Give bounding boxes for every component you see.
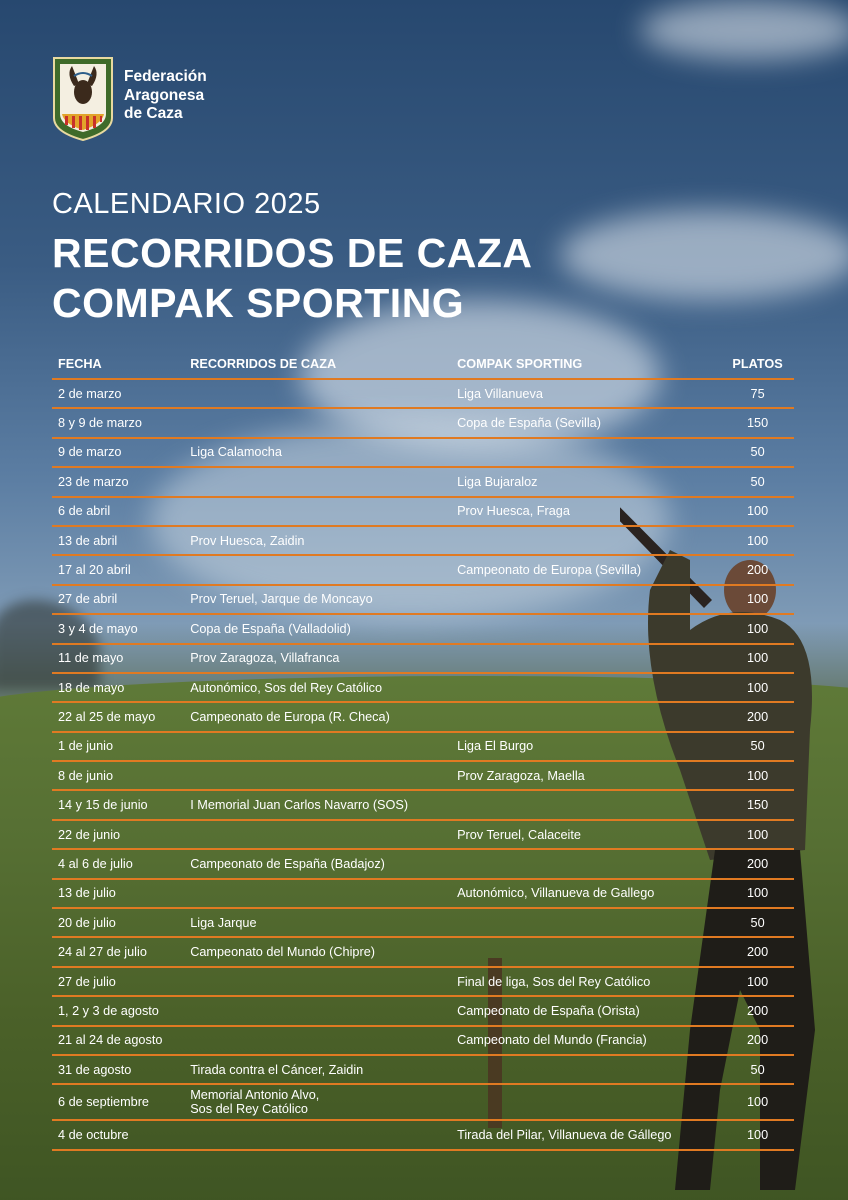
table-row [52, 879, 794, 908]
cell-compak-sporting: Final de liga, Sos del Rey Católico [451, 967, 721, 996]
table-row [52, 1055, 794, 1084]
cell-recorridos-caza: Prov Huesca, Zaidin [184, 526, 451, 555]
table-row [52, 790, 794, 819]
cell-platos: 150 [721, 790, 794, 819]
cell-platos: 50 [721, 732, 794, 761]
cell-fecha: 1, 2 y 3 de agosto [52, 996, 184, 1025]
cell-compak-sporting: Prov Teruel, Calaceite [451, 820, 721, 849]
cell-platos: 100 [721, 1120, 794, 1149]
cell-platos: 100 [721, 585, 794, 614]
federation-name-line: Federación [124, 68, 207, 85]
table-row [52, 761, 794, 790]
cell-fecha: 11 de mayo [52, 644, 184, 673]
cell-compak-sporting: Campeonato del Mundo (Francia) [451, 1026, 721, 1055]
cell-recorridos-caza [184, 879, 451, 908]
cell-compak-sporting: Prov Huesca, Fraga [451, 497, 721, 526]
cell-compak-sporting [451, 702, 721, 731]
cell-recorridos-caza: I Memorial Juan Carlos Navarro (SOS) [184, 790, 451, 819]
cell-compak-sporting [451, 673, 721, 702]
cell-compak-sporting [451, 438, 721, 467]
cell-recorridos-caza: Copa de España (Valladolid) [184, 614, 451, 643]
table-row [52, 526, 794, 555]
cell-recorridos-caza [184, 967, 451, 996]
cell-fecha: 8 y 9 de marzo [52, 408, 184, 437]
cell-recorridos-caza: Liga Calamocha [184, 438, 451, 467]
cell-fecha: 14 y 15 de junio [52, 790, 184, 819]
cell-fecha: 17 al 20 abril [52, 555, 184, 584]
cell-compak-sporting: Copa de España (Sevilla) [451, 408, 721, 437]
cell-compak-sporting: Campeonato de Europa (Sevilla) [451, 555, 721, 584]
cell-compak-sporting: Liga Bujaraloz [451, 467, 721, 496]
cell-fecha: 13 de abril [52, 526, 184, 555]
cell-platos: 100 [721, 761, 794, 790]
cell-platos: 200 [721, 702, 794, 731]
cell-platos: 150 [721, 408, 794, 437]
cell-platos: 50 [721, 467, 794, 496]
federation-shield-logo [52, 56, 114, 142]
table-row [52, 702, 794, 731]
page-title-line: RECORRIDOS DE CAZA [52, 230, 533, 276]
table-row [52, 408, 794, 437]
cell-platos: 100 [721, 879, 794, 908]
table-row [52, 497, 794, 526]
table-row [52, 585, 794, 614]
table-row [52, 614, 794, 643]
cell-platos: 100 [721, 644, 794, 673]
cell-recorridos-caza [184, 1084, 451, 1120]
cell-fecha: 4 de octubre [52, 1120, 184, 1149]
cell-platos: 100 [721, 614, 794, 643]
cell-platos: 50 [721, 438, 794, 467]
cell-recorridos-caza: Prov Teruel, Jarque de Moncayo [184, 585, 451, 614]
cell-platos: 200 [721, 1026, 794, 1055]
federation-name-line: Aragonesa [124, 86, 205, 104]
cell-recorridos-caza: Prov Zaragoza, Villafranca [184, 644, 451, 673]
cell-platos: 50 [721, 908, 794, 937]
table-row [52, 1084, 794, 1120]
cell-fecha: 27 de abril [52, 585, 184, 614]
cell-recorridos-caza [184, 1026, 451, 1055]
cell-platos: 200 [721, 849, 794, 878]
cell-platos: 100 [721, 497, 794, 526]
cell-compak-sporting: Liga El Burgo [451, 732, 721, 761]
table-row [52, 379, 794, 408]
cell-platos: 100 [721, 967, 794, 996]
cell-recorridos-caza: Campeonato de España (Badajoz) [184, 849, 451, 878]
cell-recorridos-caza [184, 732, 451, 761]
cell-platos: 75 [721, 379, 794, 408]
cell-compak-sporting: Tirada del Pilar, Villanueva de Gállego [451, 1120, 721, 1149]
cell-recorridos-caza: Campeonato de Europa (R. Checa) [184, 702, 451, 731]
table-row [52, 849, 794, 878]
cell-recorridos-caza [184, 408, 451, 437]
cell-platos: 200 [721, 555, 794, 584]
cell-recorridos-caza [184, 497, 451, 526]
page-title-line: COMPAK SPORTING [52, 280, 465, 326]
table-row [52, 1026, 794, 1055]
cell-fecha: 13 de julio [52, 879, 184, 908]
cell-fecha: 3 y 4 de mayo [52, 614, 184, 643]
cell-compak-sporting [451, 526, 721, 555]
page-title [52, 228, 533, 328]
cell-recorridos-caza [184, 555, 451, 584]
table-row [52, 467, 794, 496]
cell-platos: 100 [721, 526, 794, 555]
cell-recorridos-caza [184, 467, 451, 496]
cell-fecha: 21 al 24 de agosto [52, 1026, 184, 1055]
cell-platos: 200 [721, 996, 794, 1025]
cell-compak-sporting [451, 937, 721, 966]
cell-fecha: 31 de agosto [52, 1055, 184, 1084]
cell-compak-sporting [451, 908, 721, 937]
cell-fecha: 23 de marzo [52, 467, 184, 496]
cell-compak-sporting [451, 790, 721, 819]
cell-fecha: 1 de junio [52, 732, 184, 761]
cell-recorridos-caza: Autonómico, Sos del Rey Católico [184, 673, 451, 702]
table-row [52, 996, 794, 1025]
table-row [52, 673, 794, 702]
cell-line: Memorial Antonio Alvo, [190, 1088, 320, 1103]
cell-fecha: 18 de mayo [52, 673, 184, 702]
cell-platos: 100 [721, 820, 794, 849]
cell-compak-sporting: Liga Villanueva [451, 379, 721, 408]
cell-recorridos-caza [184, 820, 451, 849]
cell-fecha: 4 al 6 de julio [52, 849, 184, 878]
column-header-caza: RECORRIDOS DE CAZA [184, 350, 451, 379]
cell-platos: 50 [721, 1055, 794, 1084]
cell-recorridos-caza [184, 1120, 451, 1149]
cell-fecha: 9 de marzo [52, 438, 184, 467]
cell-compak-sporting [451, 1055, 721, 1084]
cell-fecha: 22 de junio [52, 820, 184, 849]
cloud [560, 210, 848, 300]
cell-recorridos-caza: Campeonato del Mundo (Chipre) [184, 937, 451, 966]
cell-fecha: 24 al 27 de julio [52, 937, 184, 966]
table-row [52, 1120, 794, 1149]
cell-line: Sos del Rey Católico [190, 1102, 308, 1117]
cell-compak-sporting [451, 585, 721, 614]
column-header-fecha: FECHA [52, 350, 184, 379]
cell-compak-sporting: Autonómico, Villanueva de Gallego [451, 879, 721, 908]
table-row [52, 820, 794, 849]
table-row [52, 908, 794, 937]
cell-platos: 100 [721, 673, 794, 702]
table-header-row [52, 350, 794, 379]
federation-name [124, 68, 207, 124]
cell-compak-sporting: Prov Zaragoza, Maella [451, 761, 721, 790]
table-row [52, 555, 794, 584]
cell-platos: 100 [721, 1084, 794, 1120]
cell-fecha: 20 de julio [52, 908, 184, 937]
cell-recorridos-caza [184, 996, 451, 1025]
cell-recorridos-caza: Liga Jarque [184, 908, 451, 937]
cell-compak-sporting: Campeonato de España (Orista) [451, 996, 721, 1025]
cell-fecha: 2 de marzo [52, 379, 184, 408]
cell-compak-sporting [451, 1084, 721, 1120]
table-row [52, 438, 794, 467]
calendar-year-heading: CALENDARIO 2025 [52, 188, 321, 220]
cell-fecha: 8 de junio [52, 761, 184, 790]
cell-fecha: 6 de abril [52, 497, 184, 526]
cell-recorridos-caza [184, 379, 451, 408]
cell-platos: 200 [721, 937, 794, 966]
cloud [640, 0, 848, 60]
cell-compak-sporting [451, 644, 721, 673]
table-row [52, 967, 794, 996]
column-header-platos: PLATOS [721, 350, 794, 379]
table-row [52, 732, 794, 761]
column-header-compak: COMPAK SPORTING [451, 350, 721, 379]
cell-fecha: 27 de julio [52, 967, 184, 996]
table-row [52, 644, 794, 673]
cell-recorridos-caza: Tirada contra el Cáncer, Zaidin [184, 1055, 451, 1084]
cell-fecha: 6 de septiembre [52, 1084, 184, 1120]
cell-compak-sporting [451, 849, 721, 878]
table-row [52, 937, 794, 966]
calendar-table [52, 350, 794, 1151]
federation-name-line: de Caza [124, 105, 183, 122]
cell-fecha: 22 al 25 de mayo [52, 702, 184, 731]
cell-recorridos-caza [184, 761, 451, 790]
cell-compak-sporting [451, 614, 721, 643]
